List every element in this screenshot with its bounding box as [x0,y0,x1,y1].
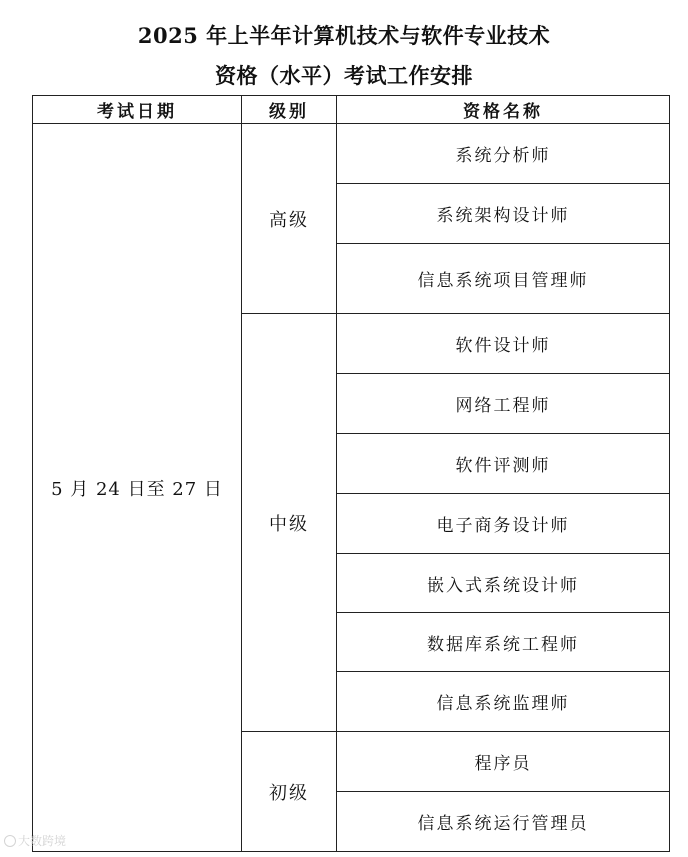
qualification-cell: 系统分析师 [337,124,670,184]
qualification-cell: 信息系统运行管理员 [337,792,670,852]
document-title-line-2: 资格（水平）考试工作安排 [215,63,473,88]
qualification-cell: 程序员 [337,732,670,792]
qualification-cell: 网络工程师 [337,374,670,434]
table-row [33,124,670,184]
qualification-cell: 信息系统项目管理师 [337,244,670,314]
qualification-cell: 软件设计师 [337,314,670,374]
qualification-cell: 软件评测师 [337,434,670,494]
header-level: 级别 [242,96,337,124]
qualification-cell: 嵌入式系统设计师 [337,554,670,613]
watermark-text: 大数跨境 [18,834,67,848]
level-cell-junior: 初级 [242,732,337,852]
table-header-row [33,96,670,124]
qualification-cell: 信息系统监理师 [337,672,670,732]
exam-schedule-table [32,95,670,852]
header-exam-date: 考试日期 [33,96,242,124]
level-cell-advanced: 高级 [242,124,337,314]
header-qualification-name: 资格名称 [337,96,670,124]
logo-swirl-icon [4,835,16,847]
watermark [4,832,66,849]
qualification-cell: 电子商务设计师 [337,494,670,554]
qualification-cell: 数据库系统工程师 [337,613,670,672]
exam-date-cell: 5 月 24 日至 27 日 [33,124,242,852]
document-title-line-1: 2025 年上半年计算机技术与软件专业技术 [137,23,551,48]
qualification-cell: 系统架构设计师 [337,184,670,244]
level-cell-intermediate: 中级 [242,314,337,732]
